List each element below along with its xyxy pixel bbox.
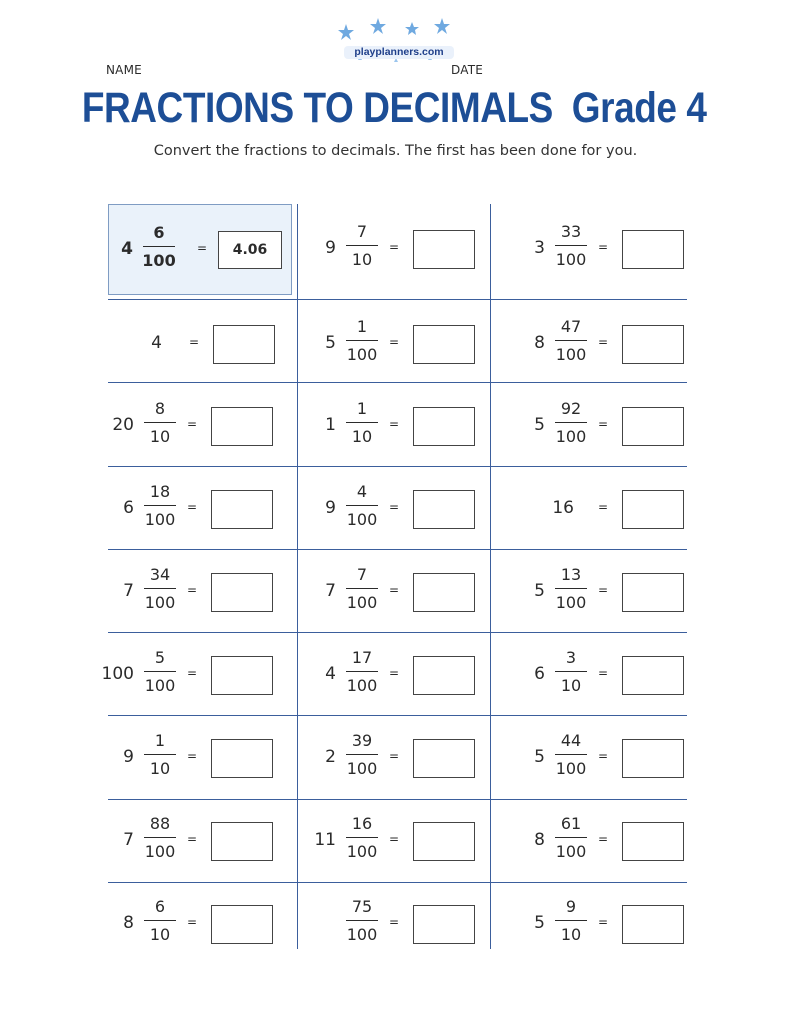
fraction-bar [555,245,587,246]
whole-number: 9 [123,747,134,767]
numerator: 3 [565,648,577,667]
denominator: 10 [351,427,373,446]
fraction-bar [555,671,587,672]
fraction [549,399,593,447]
equals-sign: = [389,500,400,514]
equals-sign: = [187,583,198,597]
fraction-bar [144,920,176,921]
equals-sign: = [598,666,609,680]
fraction-bar [144,422,176,423]
fraction [340,565,384,613]
whole-number: 7 [123,581,134,601]
fraction-bar [143,246,175,247]
fraction [340,648,384,696]
numerator: 47 [560,317,582,336]
denominator: 100 [346,510,378,529]
numerator: 7 [356,565,368,584]
denominator: 100 [346,345,378,364]
denominator: 100 [346,676,378,695]
whole-number: 8 [534,830,545,850]
answer-box[interactable] [622,325,684,364]
whole-number: 20 [112,415,134,435]
whole-number: 5 [325,333,336,353]
fraction [549,565,593,613]
whole-number: 4 [121,239,133,259]
denominator: 100 [142,251,176,270]
equals-sign: = [389,749,400,763]
fraction [138,897,182,945]
denominator: 10 [560,676,582,695]
answer-box[interactable] [622,905,684,944]
fraction [340,222,384,270]
equals-sign: = [389,666,400,680]
equals-sign: = [187,915,198,929]
answer-box[interactable] [413,739,475,778]
numerator: 4 [356,482,368,501]
whole-number: 5 [534,913,545,933]
answer-box[interactable] [413,905,475,944]
answer-box[interactable] [413,407,475,446]
answer-box[interactable] [211,905,273,944]
equals-sign: = [598,500,609,514]
fraction-bar [555,754,587,755]
row-divider [108,382,687,383]
fraction [138,399,182,447]
numerator: 34 [149,565,171,584]
denominator: 100 [144,842,176,861]
answer-box[interactable] [211,490,273,529]
answer-box[interactable] [622,822,684,861]
fraction-bar [346,340,378,341]
answer-box[interactable] [413,325,475,364]
whole-number: 6 [123,498,134,518]
denominator: 10 [560,925,582,944]
fraction-bar [346,754,378,755]
fraction-bar [346,671,378,672]
fraction-bar [346,837,378,838]
answer-box[interactable] [211,739,273,778]
equals-sign: = [598,335,609,349]
denominator: 100 [144,593,176,612]
row-divider [108,882,687,883]
equals-sign: = [598,417,609,431]
equals-sign: = [389,417,400,431]
equals-sign: = [197,241,208,255]
whole-number: 4 [151,333,162,353]
answer-box[interactable] [211,573,273,612]
fraction [549,648,593,696]
name-label: NAME [106,63,142,77]
numerator: 6 [153,223,165,242]
row-divider [108,299,687,300]
fraction [138,482,182,530]
denominator: 100 [346,925,378,944]
whole-number: 5 [534,415,545,435]
answer-box[interactable] [211,656,273,695]
equals-sign: = [187,417,198,431]
whole-number: 16 [552,498,574,518]
whole-number: 8 [534,333,545,353]
numerator: 44 [560,731,582,750]
title-text: FRACTIONS TO DECIMALS [81,84,553,132]
answer-box[interactable] [622,407,684,446]
fraction [549,222,593,270]
numerator: 1 [356,317,368,336]
whole-number: 9 [325,238,336,258]
logo-text: playplanners.com [344,46,454,59]
fraction [138,565,182,613]
denominator: 100 [346,593,378,612]
equals-sign: = [598,832,609,846]
whole-number: 6 [534,664,545,684]
equals-sign: = [389,915,400,929]
fraction-bar [144,588,176,589]
numerator: 18 [149,482,171,501]
numerator: 88 [149,814,171,833]
numerator: 8 [154,399,166,418]
equals-sign: = [189,335,200,349]
row-divider [108,549,687,550]
fraction-bar [346,588,378,589]
whole-number: 7 [325,581,336,601]
fraction-bar [144,505,176,506]
whole-number: 100 [101,664,134,684]
instructions: Convert the fractions to decimals. The first has been done for you. [153,143,638,159]
denominator: 100 [555,345,587,364]
numerator: 61 [560,814,582,833]
answer-box[interactable] [413,573,475,612]
fraction-bar [555,837,587,838]
fraction [549,731,593,779]
equals-sign: = [598,915,609,929]
fraction [340,482,384,530]
answer-box[interactable] [413,490,475,529]
whole-number: 3 [534,238,545,258]
row-divider [108,632,687,633]
fraction [138,648,182,696]
fraction [138,731,182,779]
denominator: 10 [351,250,373,269]
numerator: 7 [356,222,368,241]
fraction [137,223,181,271]
grade-text: Grade 4 [571,84,707,132]
numerator: 17 [351,648,373,667]
denominator: 100 [346,842,378,861]
equals-sign: = [389,583,400,597]
equals-sign: = [389,832,400,846]
numerator: 13 [560,565,582,584]
fraction [340,317,384,365]
fraction-bar [346,245,378,246]
answer-box[interactable] [622,739,684,778]
answer-box[interactable] [622,573,684,612]
fraction [549,897,593,945]
numerator: 9 [565,897,577,916]
whole-number: 8 [123,913,134,933]
fraction [340,731,384,779]
answer-box[interactable] [622,490,684,529]
example-answer-box: 4.06 [218,231,282,269]
answer-box[interactable] [213,325,275,364]
fraction-bar [555,422,587,423]
equals-sign: = [389,335,400,349]
equals-sign: = [187,500,198,514]
whole-number: 7 [123,830,134,850]
page-title [54,84,734,133]
denominator: 10 [149,759,171,778]
whole-number: 5 [534,747,545,767]
equals-sign: = [598,749,609,763]
denominator: 100 [555,593,587,612]
fraction [340,399,384,447]
row-divider [108,466,687,467]
fraction-bar [346,505,378,506]
numerator: 39 [351,731,373,750]
playplanners-logo [330,16,460,64]
answer-box[interactable] [622,230,684,269]
answer-box[interactable] [413,656,475,695]
equals-sign: = [598,583,609,597]
whole-number: 4 [325,664,336,684]
denominator: 10 [149,427,171,446]
fraction-bar [144,754,176,755]
equals-sign: = [187,832,198,846]
fraction [549,814,593,862]
equals-sign: = [598,240,609,254]
numerator: 16 [351,814,373,833]
numerator: 6 [154,897,166,916]
whole-number: 5 [534,581,545,601]
answer-box[interactable] [413,230,475,269]
denominator: 10 [149,925,171,944]
fraction-bar [555,340,587,341]
numerator: 1 [154,731,166,750]
fraction [138,814,182,862]
denominator: 100 [346,759,378,778]
row-divider [108,715,687,716]
fraction-bar [144,671,176,672]
equals-sign: = [187,749,198,763]
fraction-bar [555,588,587,589]
equals-sign: = [389,240,400,254]
answer-box[interactable] [211,822,273,861]
whole-number: 11 [314,830,336,850]
denominator: 100 [555,427,587,446]
fraction [549,317,593,365]
denominator: 100 [555,842,587,861]
fraction-bar [555,920,587,921]
fraction-bar [144,837,176,838]
fraction-bar [346,920,378,921]
fraction [340,897,384,945]
numerator: 1 [356,399,368,418]
numerator: 5 [154,648,166,667]
denominator: 100 [555,759,587,778]
numerator: 33 [560,222,582,241]
answer-box[interactable] [413,822,475,861]
row-divider [108,799,687,800]
date-label: DATE [451,63,484,77]
answer-box[interactable] [211,407,273,446]
equals-sign: = [187,666,198,680]
fraction [340,814,384,862]
whole-number: 9 [325,498,336,518]
denominator: 100 [144,510,176,529]
denominator: 100 [144,676,176,695]
numerator: 92 [560,399,582,418]
numerator: 75 [351,897,373,916]
answer-box[interactable] [622,656,684,695]
whole-number: 1 [325,415,336,435]
column-divider [490,204,491,949]
whole-number: 2 [325,747,336,767]
fraction-bar [346,422,378,423]
denominator: 100 [555,250,587,269]
